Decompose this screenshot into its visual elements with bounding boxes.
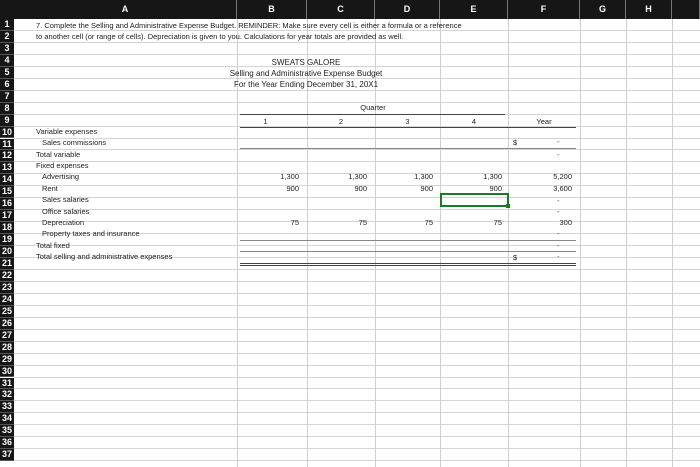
grid-hline: [14, 460, 700, 461]
row-header[interactable]: 21: [1, 258, 12, 268]
depreciation-q2[interactable]: 75: [358, 218, 367, 227]
grid-hline: [14, 377, 700, 378]
row-header[interactable]: 4: [0, 55, 14, 67]
advertising-q3[interactable]: 1,300: [414, 172, 433, 181]
row-header[interactable]: 13: [1, 162, 12, 173]
depreciation-q1[interactable]: 75: [290, 218, 299, 227]
year-total-sga-value: -: [557, 252, 560, 261]
row-header[interactable]: 33: [1, 401, 12, 412]
column-header-d[interactable]: D: [375, 0, 440, 19]
row-header[interactable]: 17: [1, 210, 12, 221]
year-sales-salaries-value: -: [557, 196, 560, 205]
year-header: Year: [536, 117, 552, 126]
label-total-variable: Total variable: [36, 150, 81, 159]
row-header[interactable]: 25: [1, 305, 12, 316]
quarter-3-header: 3: [405, 117, 410, 126]
row-header[interactable]: 14: [1, 174, 12, 185]
grid-hline: [14, 353, 700, 354]
total-fixed-line: [240, 240, 576, 241]
grid-hline: [14, 149, 700, 150]
row-header[interactable]: 36: [1, 437, 12, 448]
row-header[interactable]: 8: [0, 103, 14, 115]
grid-hline: [14, 400, 700, 401]
row-header[interactable]: 7: [0, 91, 14, 103]
double-underline-2: [240, 265, 576, 266]
instruction-line-1: 7. Complete the Selling and Administrative Expense Budget. REMINDER: Make sure every cell is either a formula or a reference: [36, 21, 462, 30]
row-header[interactable]: 5: [0, 67, 14, 79]
grid-hline: [14, 317, 700, 318]
row-header[interactable]: 9: [0, 115, 14, 127]
double-underline-1: [240, 263, 576, 264]
column-header-a[interactable]: A: [14, 0, 237, 19]
grid-hline: [14, 269, 700, 270]
row-header[interactable]: 35: [1, 425, 12, 436]
year-total-fixed-value: -: [557, 241, 560, 250]
grid-hline: [14, 42, 700, 43]
rent-q1[interactable]: 900: [286, 184, 299, 193]
grid-hline: [14, 161, 700, 162]
rent-q4[interactable]: 900: [489, 184, 502, 193]
grid-hline: [14, 436, 700, 437]
column-header-f[interactable]: F: [508, 0, 580, 19]
row-header[interactable]: 23: [1, 281, 12, 292]
grid-hline: [14, 388, 700, 389]
grid-hline: [14, 424, 700, 425]
row-header[interactable]: 12: [1, 150, 12, 161]
label-sales-commissions: Sales commissions: [42, 138, 107, 147]
row-header[interactable]: 20: [1, 246, 12, 257]
column-header-e[interactable]: E: [440, 0, 508, 19]
row-header[interactable]: 16: [1, 198, 12, 209]
row-header[interactable]: 24: [1, 293, 12, 304]
column-header-b[interactable]: B: [237, 0, 307, 19]
row-header[interactable]: 30: [1, 365, 12, 376]
row-header[interactable]: 37: [1, 449, 12, 460]
grid-hline: [14, 54, 700, 55]
grid-hline: [14, 448, 700, 449]
budget-title: Selling and Administrative Expense Budget: [229, 69, 383, 78]
currency-symbol-total: $: [513, 253, 518, 262]
label-rent: Rent: [42, 184, 58, 193]
total-sga-line: [240, 251, 576, 252]
header-underline: [240, 127, 576, 128]
rent-q2[interactable]: 900: [354, 184, 367, 193]
grid-hline: [14, 341, 700, 342]
row-header[interactable]: 26: [1, 317, 12, 328]
advertising-q4[interactable]: 1,300: [483, 172, 502, 181]
advertising-year[interactable]: 5,200: [553, 172, 572, 181]
select-all-corner[interactable]: [0, 0, 14, 19]
grid-hline: [14, 305, 700, 306]
grid-hline: [14, 412, 700, 413]
selected-cell-e15[interactable]: [440, 193, 509, 207]
grid-hline: [14, 365, 700, 366]
quarter-label: Quarter: [360, 103, 386, 112]
quarter-4-header: 4: [471, 117, 477, 126]
row-header[interactable]: 32: [1, 389, 12, 400]
row-header[interactable]: 1: [0, 19, 14, 31]
row-header[interactable]: 34: [1, 413, 12, 424]
label-sales-salaries: Sales salaries: [42, 195, 89, 204]
depreciation-q3[interactable]: 75: [424, 218, 433, 227]
label-total-sga: Total selling and administrative expenses: [36, 252, 173, 261]
row-header[interactable]: 31: [1, 377, 12, 388]
row-header[interactable]: 6: [0, 79, 14, 91]
instruction-line-2: to another cell (or range of cells). Depreciation is given to you. Calculations for year totals are provided as well.: [36, 32, 404, 41]
label-total-fixed: Total fixed: [36, 241, 70, 250]
column-header-g[interactable]: G: [580, 0, 626, 19]
row-header[interactable]: 22: [1, 269, 12, 280]
row-header[interactable]: 27: [1, 329, 12, 340]
label-property-taxes: Property taxes and insurance: [42, 229, 140, 238]
row-header[interactable]: 19: [1, 234, 12, 245]
depreciation-year[interactable]: 300: [559, 218, 572, 227]
row-header[interactable]: 2: [0, 31, 14, 43]
column-header-h[interactable]: H: [626, 0, 672, 19]
fill-handle[interactable]: [506, 204, 510, 208]
company-name: SWEATS GALORE: [271, 58, 341, 67]
depreciation-q4[interactable]: 75: [493, 218, 502, 227]
rent-year[interactable]: 3,600: [553, 184, 572, 193]
advertising-q2[interactable]: 1,300: [348, 172, 367, 181]
row-header[interactable]: 28: [1, 341, 12, 352]
total-variable-line: [240, 148, 576, 149]
grid-hline: [14, 281, 700, 282]
label-fixed-expenses: Fixed expenses: [36, 161, 89, 170]
budget-period: For the Year Ending December 31, 20X1: [233, 80, 379, 89]
column-header-c[interactable]: C: [307, 0, 375, 19]
quarter-2-header: 2: [338, 117, 344, 126]
year-property-taxes-value: -: [557, 229, 560, 238]
grid-hline: [14, 138, 700, 139]
year-commissions-value: -: [557, 137, 560, 146]
column-header-i[interactable]: [672, 0, 700, 19]
grid-hline: [14, 197, 700, 198]
grid-hline: [14, 329, 700, 330]
label-advertising: Advertising: [42, 172, 80, 181]
label-variable-expenses: Variable expenses: [36, 127, 98, 136]
year-total-variable-value: -: [557, 150, 560, 159]
label-office-salaries: Office salaries: [42, 207, 90, 216]
label-depreciation: Depreciation: [42, 218, 85, 227]
row-header[interactable]: 3: [0, 43, 14, 55]
rent-q3[interactable]: 900: [420, 184, 433, 193]
row-header[interactable]: 18: [1, 222, 12, 233]
advertising-q1[interactable]: 1,300: [280, 172, 299, 181]
row-header[interactable]: 10: [1, 126, 12, 137]
grid-hline: [14, 209, 700, 210]
currency-symbol: $: [513, 138, 518, 147]
year-office-salaries-value: -: [557, 207, 560, 216]
row-header[interactable]: 11: [0, 139, 14, 151]
quarter-1-header: 1: [263, 117, 268, 126]
grid-hline: [14, 245, 700, 246]
quarter-underline: [240, 114, 505, 115]
grid-hline: [14, 293, 700, 294]
row-header[interactable]: 29: [1, 353, 12, 364]
row-header[interactable]: 15: [1, 186, 12, 197]
